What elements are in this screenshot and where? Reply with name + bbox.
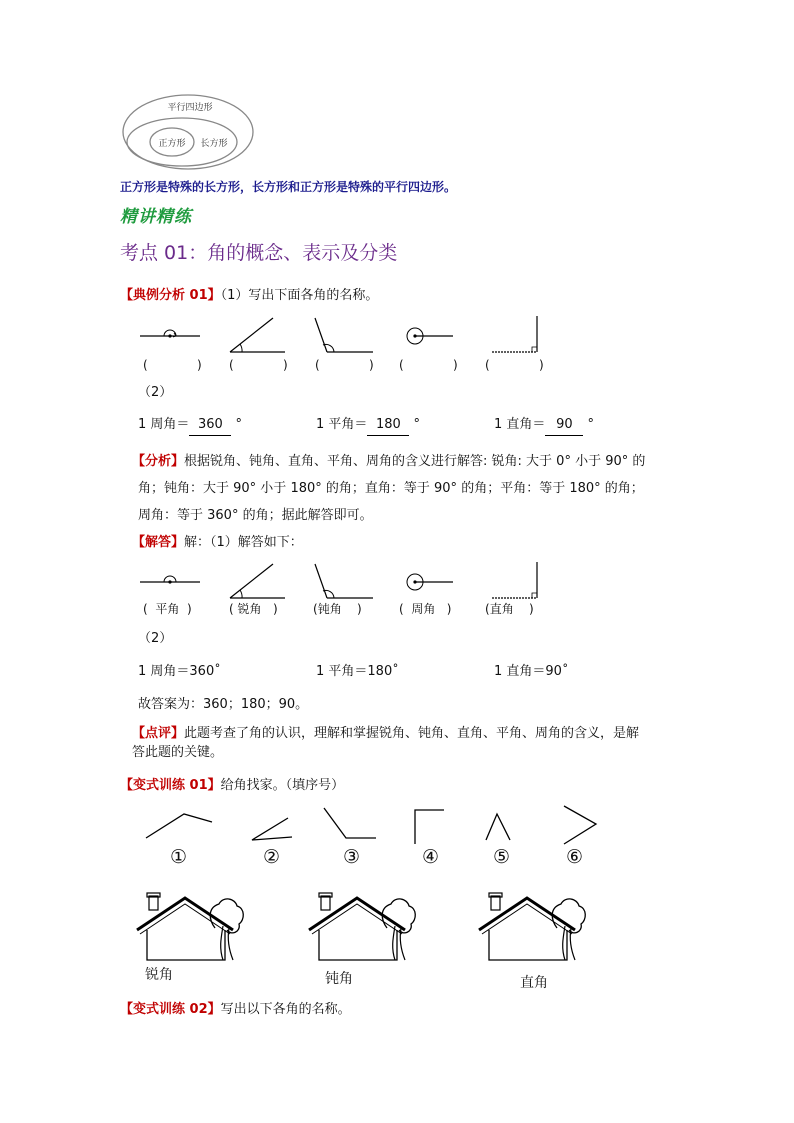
house-label-right: 直角: [520, 975, 548, 991]
answer-header: 【解答】解：（1）解答如下：: [132, 535, 303, 550]
answer-label-1: ( 平角 ): [143, 602, 192, 616]
comment-tag: 【点评】: [132, 726, 185, 741]
straight-angle-figure: [140, 330, 200, 338]
blank-5-close: ): [539, 358, 544, 372]
acute-angle-figure: [230, 318, 285, 352]
blank-2-open: (: [229, 358, 234, 372]
number-3: ③: [343, 846, 361, 868]
house-label-acute: 锐角: [145, 967, 173, 983]
answer-labels-row: [143, 600, 563, 618]
answer-label-4: ( 周角 ): [399, 602, 452, 616]
number-2: ②: [263, 846, 281, 868]
exercise1-houses: [135, 890, 605, 962]
answer-blank-360: 360: [189, 415, 231, 436]
blank-4-close: ): [453, 358, 458, 372]
exercise1-header: 【变式训练 01】给角找家。（填序号）: [120, 778, 345, 793]
exercise1-angles: [140, 800, 610, 850]
full-angle-figure: [407, 328, 453, 344]
house-label-obtuse: 钝角: [325, 971, 353, 987]
equation-right-angle: 1 直角＝ 90 °: [494, 415, 594, 436]
answer-eq-right: 1 直角＝90˚: [494, 664, 569, 679]
exercise1-tag: 【变式训练 01】: [120, 778, 221, 793]
answer-blank-180: 180: [367, 415, 409, 436]
answer-label-2: ( 锐角 ): [229, 602, 278, 616]
exercise2-tag: 【变式训练 02】: [120, 1002, 221, 1017]
equation-straight-angle: 1 平角＝ 180 °: [316, 415, 420, 436]
example-tag: 【典例分析 01】: [120, 288, 221, 303]
topic-heading: 考点 01：角的概念、表示及分类: [120, 242, 398, 264]
answer-obtuse-angle: [315, 564, 373, 598]
venn-outer-label: 平行四边形: [167, 103, 213, 113]
answer-eq-full: 1 周角＝360˚: [138, 664, 221, 679]
example-header: [120, 286, 378, 306]
answer-straight-angle: [140, 576, 200, 584]
exercise2-header: 【变式训练 02】写出以下各角的名称。: [120, 1002, 351, 1017]
number-4: ④: [422, 846, 440, 868]
answer-tag: 【解答】: [132, 535, 185, 550]
number-5: ⑤: [493, 846, 511, 868]
blank-3-open: (: [315, 358, 320, 372]
venn-middle-label: 长方形: [200, 139, 228, 149]
exercise-angle-4: [415, 810, 444, 844]
right-angle-figure: [492, 316, 537, 352]
house-labels: [135, 964, 605, 991]
analysis-line-1: 【分析】根据锐角、钝角、直角、平角、周角的含义进行解答: 锐角: 大于 0° 小于 90° 的: [132, 454, 646, 469]
equation-full-angle: 1 周角＝ 360 °: [138, 415, 242, 436]
number-1: ①: [170, 846, 188, 868]
blank-1-close: ): [197, 358, 202, 372]
answer-label-3: (钝角 ): [313, 602, 362, 616]
answer-label-5: (直角 ): [485, 602, 534, 616]
answer-acute-angle: [230, 564, 285, 598]
exercise-angle-2: [252, 818, 292, 840]
answer-blank-90: 90: [545, 415, 583, 436]
exercise-angle-6: [564, 806, 596, 844]
blank-1-open: (: [143, 358, 148, 372]
house-2-icon: [309, 893, 415, 960]
comment-line-2: 答此题的关键。: [132, 745, 224, 760]
answer-part2: （2）: [138, 631, 173, 646]
answer-conclusion: 故答案为：360；180；90。: [138, 697, 309, 712]
venn-inner-label: 正方形: [158, 139, 186, 149]
answer-right-angle: [492, 562, 537, 598]
example-part1: （1）写出下面各角的名称。: [220, 288, 379, 303]
venn-caption: 正方形是特殊的长方形，长方形和正方形是特殊的平行四边形。: [120, 180, 457, 194]
exercise-angle-5: [486, 814, 510, 840]
obtuse-angle-figure: [315, 318, 373, 352]
analysis-line-3: 周角：等于 360° 的角；据此解答即可。: [138, 508, 373, 523]
example-part2: （2）: [138, 385, 173, 400]
number-6: ⑥: [566, 846, 584, 868]
answer-eq-straight: 1 平角＝180˚: [316, 664, 399, 679]
exercise1-numbers: [140, 846, 610, 874]
blank-5-open: (: [485, 358, 490, 372]
blank-4-open: (: [399, 358, 404, 372]
blank-3-close: ): [369, 358, 374, 372]
analysis-line-2: 角；钝角：大于 90° 小于 180° 的角；直角：等于 90° 的角；平角：等于 180° 的角；: [138, 481, 644, 496]
house-3-icon: [479, 893, 585, 960]
venn-diagram: [120, 92, 260, 172]
answer-full-angle: [407, 574, 453, 590]
analysis-tag: 【分析】: [132, 454, 185, 469]
example-equations: [138, 415, 618, 435]
exercise-angle-3: [324, 808, 376, 838]
blank-2-close: ): [283, 358, 288, 372]
section-banner: 精讲精练: [120, 207, 192, 227]
comment-line-1: 【点评】此题考查了角的认识，理解和掌握锐角、钝角、直角、平角、周角的含义，是解: [132, 726, 640, 741]
house-1-icon: [137, 893, 243, 960]
question-blanks-row: [143, 358, 563, 374]
exercise-angle-1: [146, 814, 212, 838]
answer-equations: [138, 662, 618, 682]
